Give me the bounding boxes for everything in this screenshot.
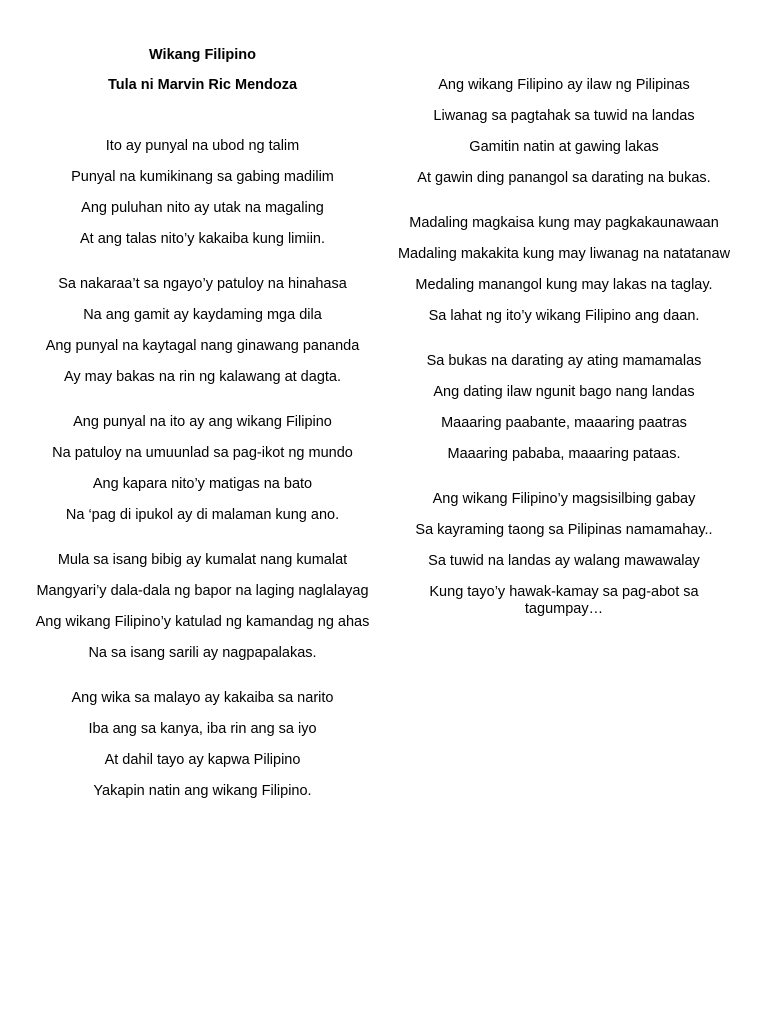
poem-line: Sa tuwid na landas ay walang mawawalay <box>428 553 700 569</box>
poem-line: At ang talas nito’y kakaiba kung limiin. <box>79 231 326 247</box>
poem-line: Punyal na kumikinang sa gabing madilim <box>71 169 334 185</box>
poem-line: Ang punyal na kaytagal nang ginawang pananda <box>45 338 360 354</box>
poem-line: Ang dating ilaw ngunit bago nang landas <box>433 384 695 400</box>
poem-line: Sa bukas na darating ay ating mamamalas <box>426 353 702 369</box>
left-column <box>30 47 375 828</box>
poem-line: Iba ang sa kanya, iba rin ang sa iyo <box>88 721 317 737</box>
poem-stanza <box>394 77 734 187</box>
poem-line: Maaaring paabante, maaaring paatras <box>441 415 687 431</box>
poem-title: Wikang Filipino <box>148 47 256 63</box>
right-stanzas <box>394 77 734 618</box>
poem-line: At dahil tayo ay kapwa Pilipino <box>104 752 301 768</box>
poem-stanza <box>394 491 734 618</box>
left-stanzas <box>30 138 375 800</box>
poem-line: Na ang gamit ay kaydaming mga dila <box>83 307 322 323</box>
poem-stanza <box>30 552 375 662</box>
poem-line: Ito ay punyal na ubod ng talim <box>105 138 300 154</box>
poem-line: Maaaring pababa, maaaring pataas. <box>447 446 681 462</box>
right-column <box>394 77 734 646</box>
poem-stanza <box>394 353 734 463</box>
poem-line: Sa lahat ng ito’y wikang Filipino ang daan. <box>428 308 700 324</box>
poem-line: Na ‘pag di ipukol ay di malaman kung ano. <box>65 507 340 523</box>
poem-line: Ang wika sa malayo ay kakaiba sa narito <box>71 690 334 706</box>
poem-line: Na patuloy na umuunlad sa pag-ikot ng mundo <box>52 445 353 461</box>
poem-stanza <box>30 276 375 386</box>
poem-line: Madaling magkaisa kung may pagkakaunawaan <box>409 215 719 231</box>
poem-line: Ang wikang Filipino ay ilaw ng Pilipinas <box>438 77 690 93</box>
poem-stanza <box>30 138 375 248</box>
poem-line: Ay may bakas na rin ng kalawang at dagta. <box>63 369 341 385</box>
poem-line: Medaling manangol kung may lakas na taglay. <box>415 277 713 293</box>
poem-line: Ang wikang Filipino’y magsisilbing gabay <box>432 491 696 507</box>
poem-stanza <box>30 414 375 524</box>
poem-line: Ang kapara nito’y matigas na bato <box>92 476 313 492</box>
poem-line: Ang wikang Filipino’y katulad ng kamandag ng ahas <box>35 614 370 630</box>
poem-line: Yakapin natin ang wikang Filipino. <box>93 783 312 799</box>
poem-line: Liwanag sa pagtahak sa tuwid na landas <box>433 108 695 124</box>
poem-line: Mula sa isang bibig ay kumalat nang kumalat <box>57 552 348 568</box>
poem-line: At gawin ding panangol sa darating na bukas. <box>417 170 711 186</box>
poem-line: Kung tayo’y hawak-kamay sa pag-abot sa tagumpay… <box>429 584 699 617</box>
poem-line: Ang punyal na ito ay ang wikang Filipino <box>73 414 332 430</box>
poem-author: Tula ni Marvin Ric Mendoza <box>107 77 298 93</box>
poem-line: Mangyari’y dala-dala ng bapor na laging naglalayag <box>36 583 369 599</box>
poem-line: Na sa isang sarili ay nagpapalakas. <box>88 645 317 661</box>
poem-stanza <box>30 690 375 800</box>
poem-line: Sa nakaraa’t sa ngayo’y patuloy na hinahasa <box>58 276 347 292</box>
poem-line: Sa kayraming taong sa Pilipinas namamahay.. <box>415 522 713 538</box>
poem-line: Madaling makakita kung may liwanag na natatanaw <box>397 246 731 262</box>
poem-stanza <box>394 215 734 325</box>
poem-line: Ang puluhan nito ay utak na magaling <box>81 200 324 216</box>
poem-line: Gamitin natin at gawing lakas <box>469 139 659 155</box>
